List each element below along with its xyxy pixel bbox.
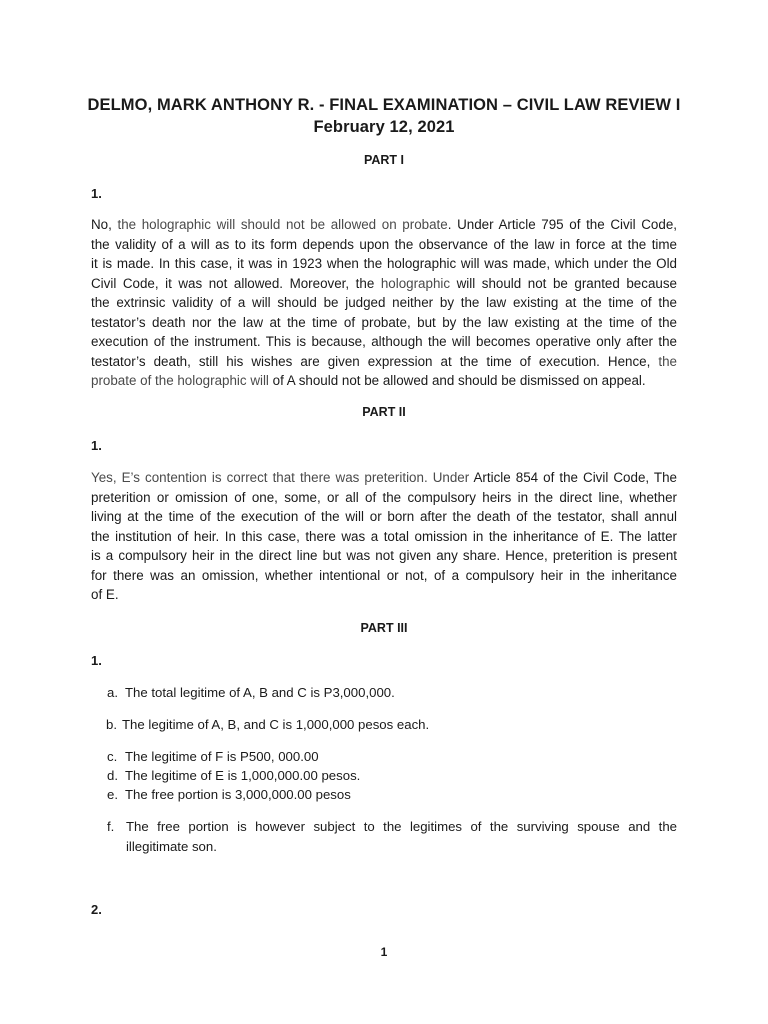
paragraph-line: for there was an omission, whether intentional or not, of a compulsory heir in the inheritance (91, 567, 677, 583)
list-marker: e. (107, 787, 118, 802)
paragraph-line: the extrinsic validity of a will should be judged neither by the law existing at the time of the (91, 295, 677, 310)
list-marker: a. (107, 685, 118, 700)
list-marker: c. (107, 749, 118, 764)
part-3-heading: PART III (360, 621, 408, 635)
list-item (107, 747, 319, 767)
list-item (107, 766, 360, 786)
part-2-heading: PART II (362, 405, 406, 419)
paragraph-line: testator’s death, still his wishes are given expression at the time of execution. Hence, the (91, 353, 677, 369)
list-item-text: The total legitime of A, B and C is P3,000,000. (125, 685, 395, 700)
paragraph-line: preterition or omission of one, some, or all of the compulsory heirs in the direct line, whether (91, 489, 677, 505)
list-item (107, 785, 351, 805)
list-marker: d. (107, 768, 118, 783)
paragraph-line: Civil Code, it was not allowed. Moreover, the holographic will should not be granted because (91, 275, 677, 291)
paragraph-line: No, the holographic will should not be allowed on probate. Under Article 795 of the Civil Code, (91, 217, 677, 232)
list-item-text: The legitime of A, B, and C is 1,000,000 pesos each. (122, 717, 430, 732)
paragraph-line: living at the time of the execution of the will or born after the death of the testator, shall annul (91, 509, 677, 524)
paragraph-line: of E. (91, 587, 119, 602)
paragraph-line: the institution of heir. In this case, there was a total omission in the inheritance of E. The latter (91, 528, 677, 544)
paragraph-line: Yes, E’s contention is correct that there was preterition. Under Article 854 of the Civil Code, The (91, 470, 677, 485)
paragraph-line: execution of the instrument. This is because, although the will becomes operative only after the (91, 334, 677, 349)
paragraph-line: the validity of a will as to its form depends upon the observance of the law in force at the time (91, 236, 677, 252)
paragraph-line: is a compulsory heir in the direct line but was not given any share. Hence, preterition is present (91, 548, 677, 563)
paragraph-line: testator’s death nor the law at the time of probate, but by the law existing at the time of the (91, 314, 677, 330)
part-2-question-number: 1. (91, 438, 102, 453)
part-1-heading: PART I (363, 153, 405, 167)
part-1-question-number: 1. (91, 186, 102, 201)
part-3-question-2-number: 2. (91, 902, 102, 917)
list-item-text: The free portion is 3,000,000.00 pesos (125, 787, 351, 802)
part-3-question-number: 1. (91, 653, 102, 668)
list-marker: b. (106, 717, 117, 732)
paragraph-line: probate of the holographic will of A should not be allowed and should be dismissed on appeal. (91, 373, 646, 388)
list-item (106, 715, 429, 735)
part-2-answer (91, 468, 677, 605)
list-item-text: The legitime of F is P500, 000.00 (125, 749, 319, 764)
list-marker: f. (107, 819, 115, 834)
document-title: DELMO, MARK ANTHONY R. - FINAL EXAMINATION – CIVIL LAW REVIEW I (87, 96, 681, 114)
list-item-text: The legitime of E is 1,000,000.00 pesos. (125, 768, 361, 783)
document-date: February 12, 2021 (313, 118, 455, 136)
list-item (107, 683, 395, 703)
list-item-text: The free portion is however subject to the legitimes of the surviving spouse and the illegitimate son. (126, 819, 677, 854)
part-1-answer (91, 215, 677, 391)
paragraph-line: it is made. In this case, it was in 1923 when the holographic will was made, which under the Old (91, 256, 677, 271)
page-number: 1 (380, 945, 388, 959)
